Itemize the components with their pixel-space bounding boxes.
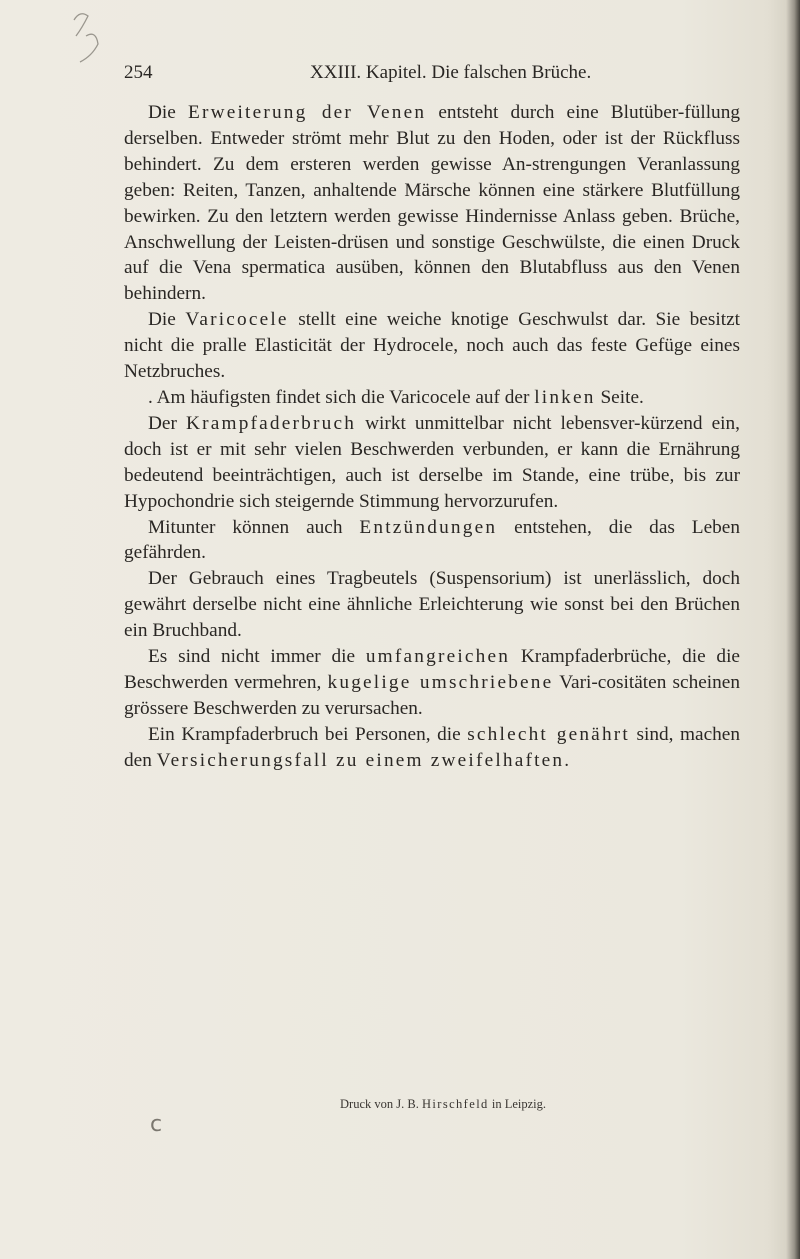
paragraph: . Am häufigsten findet sich die Varicocele auf der linken Seite. <box>148 386 644 408</box>
running-head: XXIII. Kapitel. Die falschen Brüche. <box>310 62 592 83</box>
paragraph: Der Krampfaderbruch wirkt unmittelbar nicht lebensver-kürzend ein, doch ist er mit sehr vielen Beschwerden verbunden, er kann die Ernährung bedeutend beeinträchtigen, auch ist derselbe im Stande, eine trübe, bis zur Hypochondrie sich steigernde Stimmung hervorzurufen. <box>124 412 740 512</box>
pencil-mark <box>66 6 106 66</box>
paragraph: Die Varicocele stellt eine weiche knotige Geschwulst dar. Sie besitzt nicht die pralle Elasticität der Hydrocele, noch auch das feste Gefüge eines Netzbruches. <box>124 309 740 383</box>
page-number: 254 <box>124 62 153 83</box>
page-edge-shadow <box>786 0 800 1259</box>
pencil-mark: c <box>150 1112 163 1137</box>
body-text <box>124 100 740 774</box>
printer-imprint: Druck von J. B. Hirschfeld in Leipzig. <box>340 1097 546 1111</box>
paragraph: Der Gebrauch eines Tragbeutels (Suspensorium) ist unerlässlich, doch gewährt derselbe nicht eine ähnliche Erleichterung wie sonst bei den Brüchen ein Bruchband. <box>124 568 740 642</box>
paragraph: Ein Krampfaderbruch bei Personen, die schlecht genährt sind, machen den Versicherungsfall zu einem zweifelhaften. <box>124 723 740 771</box>
page-header <box>124 62 664 88</box>
paragraph: Es sind nicht immer die umfangreichen Krampfaderbrüche, die die Beschwerden vermehren, kugelige umschriebene Vari-cositäten scheinen grössere Beschwerden zu verursachen. <box>124 646 740 719</box>
paragraph: Die Erweiterung der Venen entsteht durch eine Blutüber-füllung derselben. Entweder strömt mehr Blut zu den Hoden, oder ist der Rückfluss behindert. Zu dem ersteren werden gewisse An-strengungen Veranlassung geben: Reiten, Tanzen, anhaltende Märsche können eine stärkere Blutfüllung bewirken. Zu den letztern werden gewisse Hindernisse Anlass geben. Brüche, Anschwellung der Leisten-drüsen und sonstige Geschwülste, die einen Druck auf die Vena spermatica ausüben, können den Blutabfluss aus den Venen behindern. <box>124 102 740 305</box>
paragraph: Mitunter können auch Entzündungen entstehen, die das Leben gefährden. <box>124 516 740 564</box>
